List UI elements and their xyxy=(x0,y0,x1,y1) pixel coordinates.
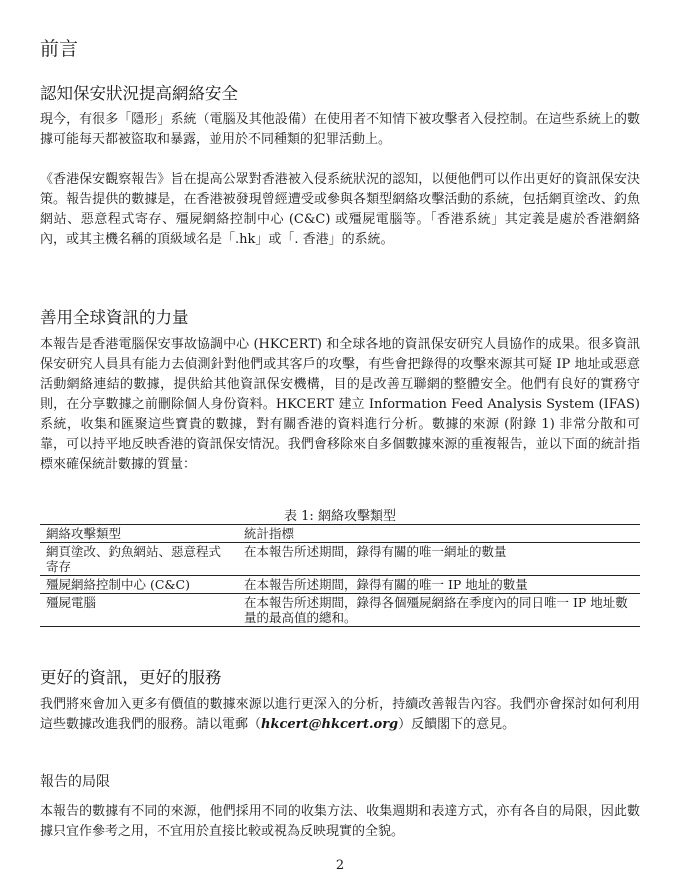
metric-cell: 在本報告所述期間，錄得有關的唯一網址的數量 xyxy=(238,543,640,576)
paragraph-limitations: 本報告的數據有不同的來源，他們採用不同的收集方法、收集週期和表達方式，亦有各自的局限，因此數據只宜作參考之用，不宜用於直接比較或視為反映現實的全貌。 xyxy=(40,804,640,839)
feedback-email-link[interactable]: hkcert@hkcert.org xyxy=(261,717,399,732)
metric-cell: 在本報告所述期間，錄得有關的唯一 IP 地址的數量 xyxy=(238,576,640,594)
paragraph-intro: 現今，有很多「隱形」系統（電腦及其他設備）在使用者不知情下被攻擊者入侵控制。在這些系統上的數據可能每天都被盜取和暴露，並用於不同種類的犯罪活動上。 xyxy=(40,112,640,147)
table-caption: 表 1: 網絡攻擊類型 xyxy=(284,509,396,524)
attack-type-cell: 網頁塗改、釣魚網站、惡意程式寄存 xyxy=(40,543,238,576)
page-number: 2 xyxy=(335,858,345,873)
paragraph-feedback xyxy=(40,695,640,735)
table-row xyxy=(40,576,640,594)
paragraph-report-purpose: 《香港保安觀察報告》旨在提高公眾對香港被入侵系統狀況的認知，以便他們可以作出更好的資訊保安決策。報告提供的數據是，在香港被發現曾經遭受或參與各類型網絡攻擊活動的系統，包括網頁塗改、釣魚網站、惡意程式寄存、殭屍網絡控制中心 (C&C) 或殭屍電腦等。「香港系統」其定義是處於香港網絡內，或其主機名稱的頂級域名是「.hk」或「. 香港」的系統。 xyxy=(40,172,640,247)
column-header-attack-type: 網絡攻擊類型 xyxy=(40,525,238,543)
attack-type-cell: 殭屍網絡控制中心 (C&C) xyxy=(40,576,238,594)
section-heading-limitations: 報告的局限 xyxy=(40,774,110,790)
attack-type-table xyxy=(40,524,640,627)
table-row xyxy=(40,543,640,576)
feedback-text-start: 我們將來會加入更多有價值的數據來源以進行更深入的分析，持續改善報告內容。我們亦會探討如何利用這些數據改進我們的服務。請以電郵（ xyxy=(40,697,640,732)
table-row xyxy=(40,594,640,627)
page-title: 前言 xyxy=(40,38,79,60)
section-heading-global-info: 善用全球資訊的力量 xyxy=(40,308,189,327)
table-header-row xyxy=(40,525,640,543)
metric-cell: 在本報告所述期間，錄得各個殭屍網絡在季度內的同日唯一 IP 地址數量的最高值的總和。 xyxy=(238,594,640,627)
section-heading-better-service: 更好的資訊，更好的服務 xyxy=(40,668,222,687)
section-heading-awareness: 認知保安狀況提高網絡安全 xyxy=(40,84,238,103)
column-header-metric: 統計指標 xyxy=(238,525,640,543)
attack-type-cell: 殭屍電腦 xyxy=(40,594,238,627)
feedback-text-end: ）反饋閣下的意見。 xyxy=(398,717,516,732)
paragraph-collaboration: 本報告是香港電腦保安事故協調中心 (HKCERT) 和全球各地的資訊保安研究人員協作的成果。很多資訊保安研究人員具有能力去偵測針對他們或其客戶的攻擊，有些會把錄得的攻擊來源其可疑 IP 地址或惡意活動網絡連結的數據，提供給其他資訊保安機構，目的是改善互聯網的整體安全。他們有良好的實務守則，在分享數據之前刪除個人身份資料。HKCERT 建立 Information Feed Analysis System (IFAS) 系統，收集和匯聚這些寶貴的數據，對有關香港的資料進行分析。數據的來源 (附錄 1) 非常分散和可靠，可以持平地反映香港的資訊保安情況。我們會移除來自多個數據來源的重複報告，並以下面的統計指標來確保統計數據的質量： xyxy=(40,337,640,472)
